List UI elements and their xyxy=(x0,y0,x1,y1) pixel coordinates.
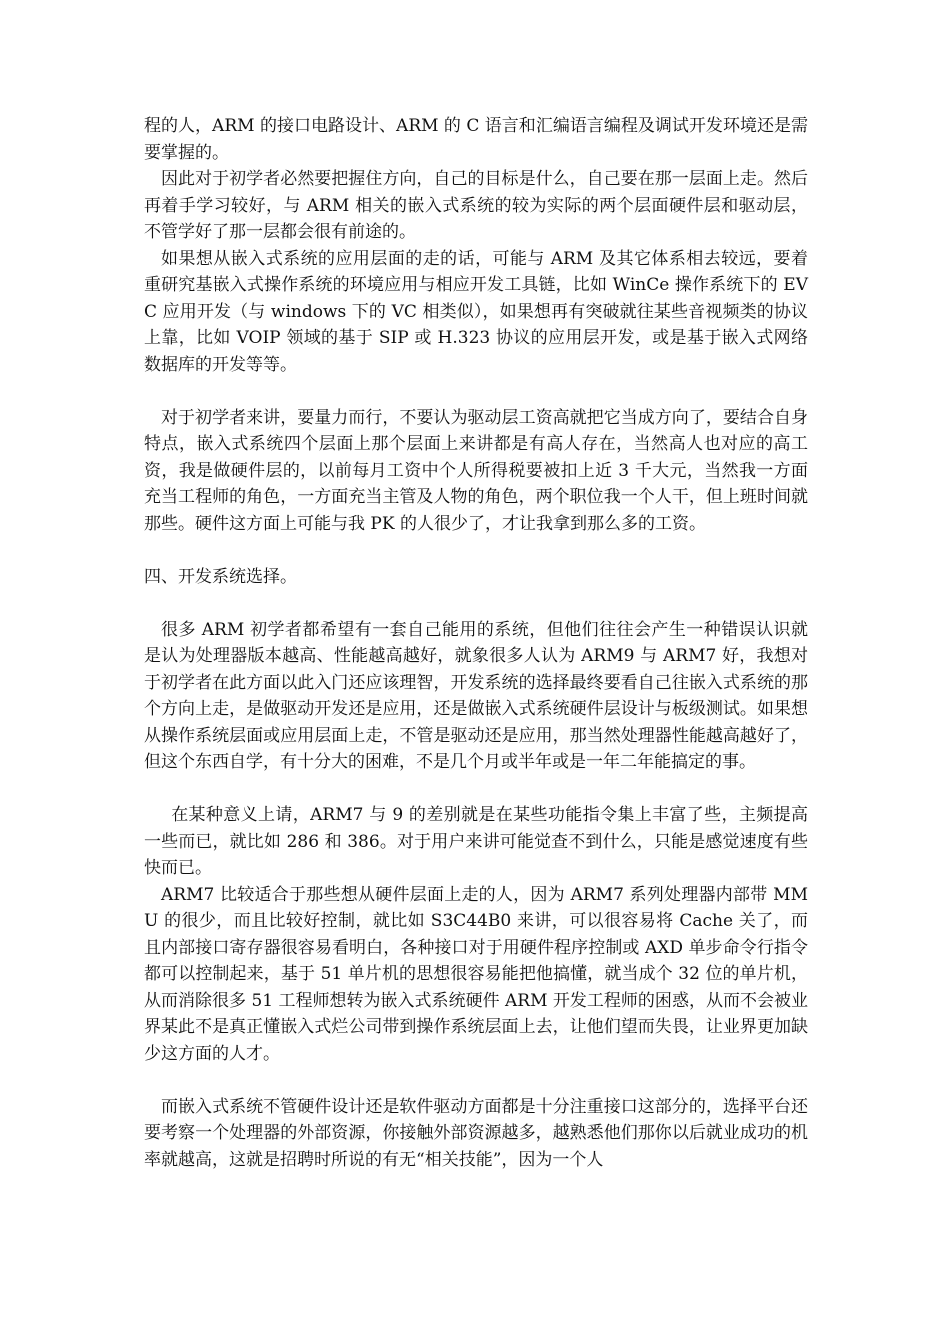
paragraph-5: 很多 ARM 初学者都希望有一套自己能用的系统，但他们往往会产生一种错误认识就是认为处理器版本越高、性能越高越好，就象很多人认为 ARM9 与 ARM7 好，我想对于初学者在此方面以此入门还应该理智，开发系统的选择最终要看自己往嵌入式系统的那个方向上走，是做驱动开发还是应用，还是做嵌入式系统硬件层设计与板级测试。如果想从操作系统层面或应用层面上走，不管是驱动还是应用，那当然处理器性能越高越好了，但这个东西自学，有十分大的困难，不是几个月或半年或是一年二年能搞定的事。 xyxy=(144,619,808,772)
paragraph-6: 在某种意义上请，ARM7 与 9 的差别就是在某些功能指令集上丰富了些，主频提高一些而已，就比如 286 和 386。对于用户来讲可能觉查不到什么，只能是感觉速度有些快而已。 xyxy=(144,805,808,878)
paragraph-gap xyxy=(144,378,808,405)
paragraph-gap xyxy=(144,537,808,564)
paragraph-4: 对于初学者来讲，要量力而行，不要认为驱动层工资高就把它当成方向了，要结合自身特点，嵌入式系统四个层面上那个层面上来讲都是有高人存在，当然高人也对应的高工资，我是做硬件层的，以前每月工资中个人所得税要被扣上近 3 千大元，当然我一方面充当工程师的角色，一方面充当主管及人物的角色，两个职位我一个人干，但上班时间就那些。硬件这方面上可能与我 PK 的人很少了，才让我拿到那么多的工资。 xyxy=(144,407,808,534)
paragraph-gap xyxy=(144,776,808,803)
paragraph-gap xyxy=(144,590,808,617)
paragraph-1: 程的人，ARM 的接口电路设计、ARM 的 C 语言和汇编语言编程及调试开发环境还是需要掌握的。 xyxy=(144,116,808,163)
paragraph-gap xyxy=(144,1067,808,1094)
section-heading: 四、开发系统选择。 xyxy=(144,566,297,587)
paragraph-7: ARM7 比较适合于那些想从硬件层面上走的人，因为 ARM7 系列处理器内部带 MMU 的很少，而且比较好控制，就比如 S3C44B0 来讲，可以很容易将 Cache 关了，而且内部接口寄存器很容易看明白，各种接口对于用硬件程序控制或 AXD 单步命令行指令都可以控制起来，基于 51 单片机的思想很容易能把他搞懂，就当成个 32 位的单片机，从而消除很多 51 工程师想转为嵌入式系统硬件 ARM 开发工程师的困惑，从而不会被业界某此不是真正懂嵌入式烂公司带到操作系统层面上去，让他们望而失畏，让业界更加缺少这方面的人才。 xyxy=(144,884,808,1064)
paragraph-3: 如果想从嵌入式系统的应用层面的走的话，可能与 ARM 及其它体系相去较远，要着重研究基嵌入式操作系统的环境应用与相应开发工具链，比如 WinCe 操作系统下的 EVC 应用开发（与 windows 下的 VC 相类似），如果想再有突破就往某些音视频类的协议上靠，比如 VOIP 领域的基于 SIP 或 H.323 协议的应用层开发，或是基于嵌入式网络数据库的开发等等。 xyxy=(144,248,808,375)
paragraph-8: 而嵌入式系统不管硬件设计还是软件驱动方面都是十分注重接口这部分的，选择平台还要考察一个处理器的外部资源，你接触外部资源越多，越熟悉他们那你以后就业成功的机率就越高，这就是招聘时所说的有无“相关技能”，因为一个人 xyxy=(144,1096,808,1170)
paragraph-2: 因此对于初学者必然要把握住方向，自己的目标是什么，自己要在那一层面上走。然后再着手学习较好，与 ARM 相关的嵌入式系统的较为实际的两个层面硬件层和驱动层，不管学好了那一层都会很有前途的。 xyxy=(144,169,808,242)
document-body xyxy=(144,113,808,1173)
